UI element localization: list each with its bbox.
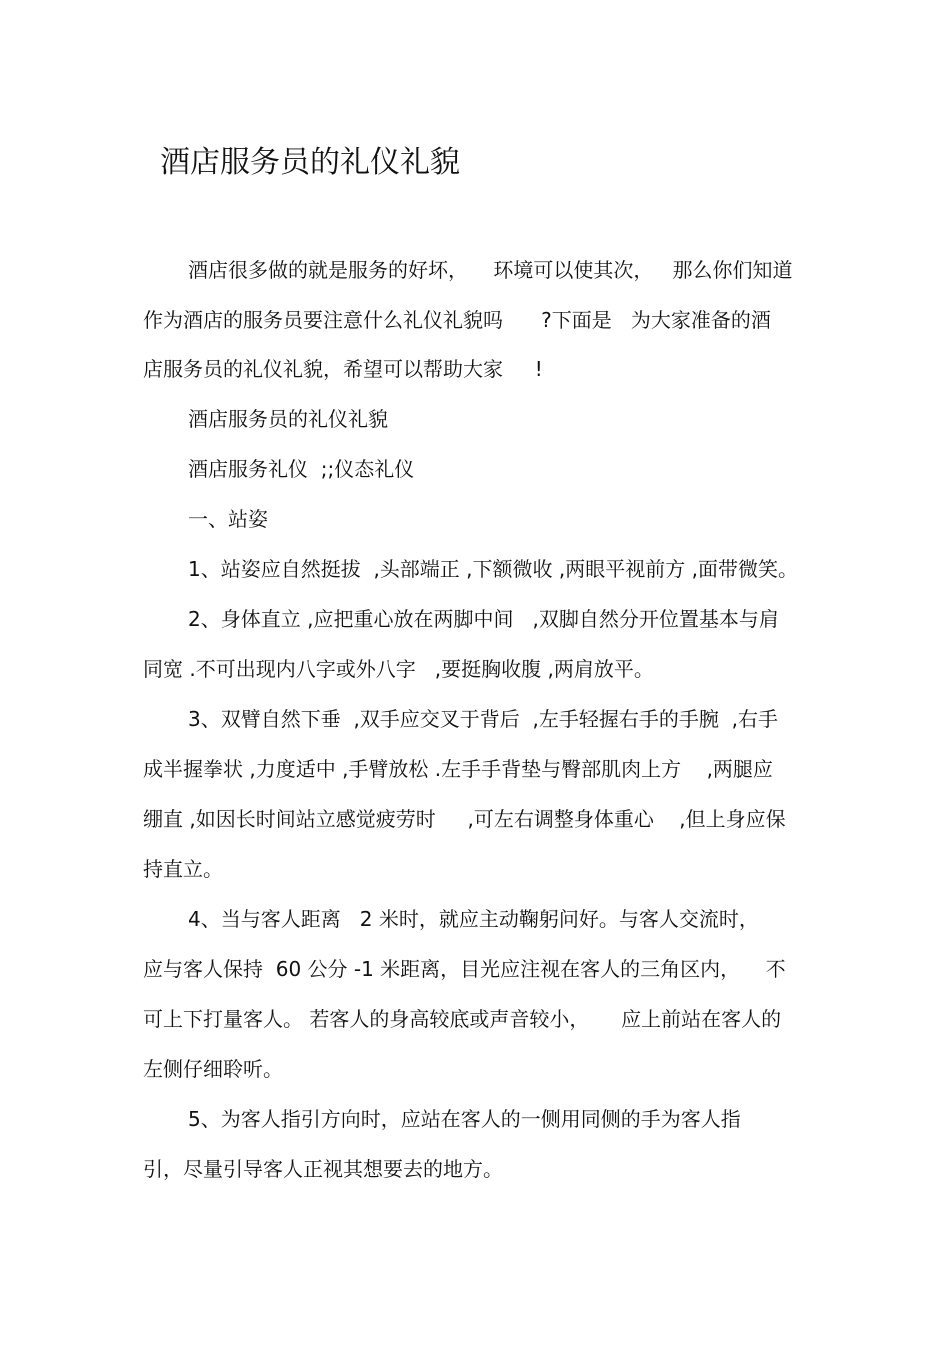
paragraph-line: 同宽 .不可出现内八字或外八字 ,要挺胸收腹 ,两肩放平。 — [143, 657, 654, 681]
paragraph-line: 店服务员的礼仪礼貌，希望可以帮助大家 ! — [143, 357, 543, 381]
paragraph-line: 3、双臂自然下垂 ,双手应交叉于背后 ,左手轻握右手的手腕 ,右手 — [188, 707, 778, 731]
paragraph-line: 成半握拳状 ,力度适中 ,手臂放松 .左手手背垫与臀部肌肉上方 ,两腿应 — [143, 757, 773, 781]
section-heading: 一、站姿 — [188, 507, 268, 531]
document-title: 酒店服务员的礼仪礼貌 — [160, 145, 460, 180]
section-subheading: 酒店服务礼仪 ;;仪态礼仪 — [188, 457, 415, 481]
paragraph-line: 应与客人保持 60 公分 -1 米距离，目光应注视在客人的三角区内， 不 — [143, 957, 786, 981]
paragraph-line: 作为酒店的服务员要注意什么礼仪礼貌吗 ?下面是 为大家准备的酒 — [143, 308, 771, 332]
paragraph-line: 4、当与客人距离 2 米时，就应主动鞠躬问好。与客人交流时， — [188, 907, 759, 931]
paragraph-line: 酒店很多做的就是服务的好坏， 环境可以使其次， 那么你们知道 — [188, 258, 793, 282]
paragraph-line: 持直立。 — [143, 857, 223, 881]
paragraph-line: 5、为客人指引方向时，应站在客人的一侧用同侧的手为客人指 — [188, 1107, 741, 1131]
paragraph-line: 可上下打量客人。 若客人的身高较底或声音较小， 应上前站在客人的 — [143, 1007, 782, 1031]
paragraph-line: 引，尽量引导客人正视其想要去的地方。 — [143, 1157, 503, 1181]
paragraph-line: 绷直 ,如因长时间站立感觉疲劳时 ,可左右调整身体重心 ,但上身应保 — [143, 807, 786, 831]
paragraph-line: 2、身体直立 ,应把重心放在两脚中间 ,双脚自然分开位置基本与肩 — [188, 607, 779, 631]
paragraph-line: 左侧仔细聆听。 — [143, 1057, 283, 1081]
section-heading: 酒店服务员的礼仪礼貌 — [188, 407, 388, 431]
paragraph-line: 1、站姿应自然挺拔 ,头部端正 ,下额微收 ,两眼平视前方 ,面带微笑。 — [188, 557, 798, 581]
